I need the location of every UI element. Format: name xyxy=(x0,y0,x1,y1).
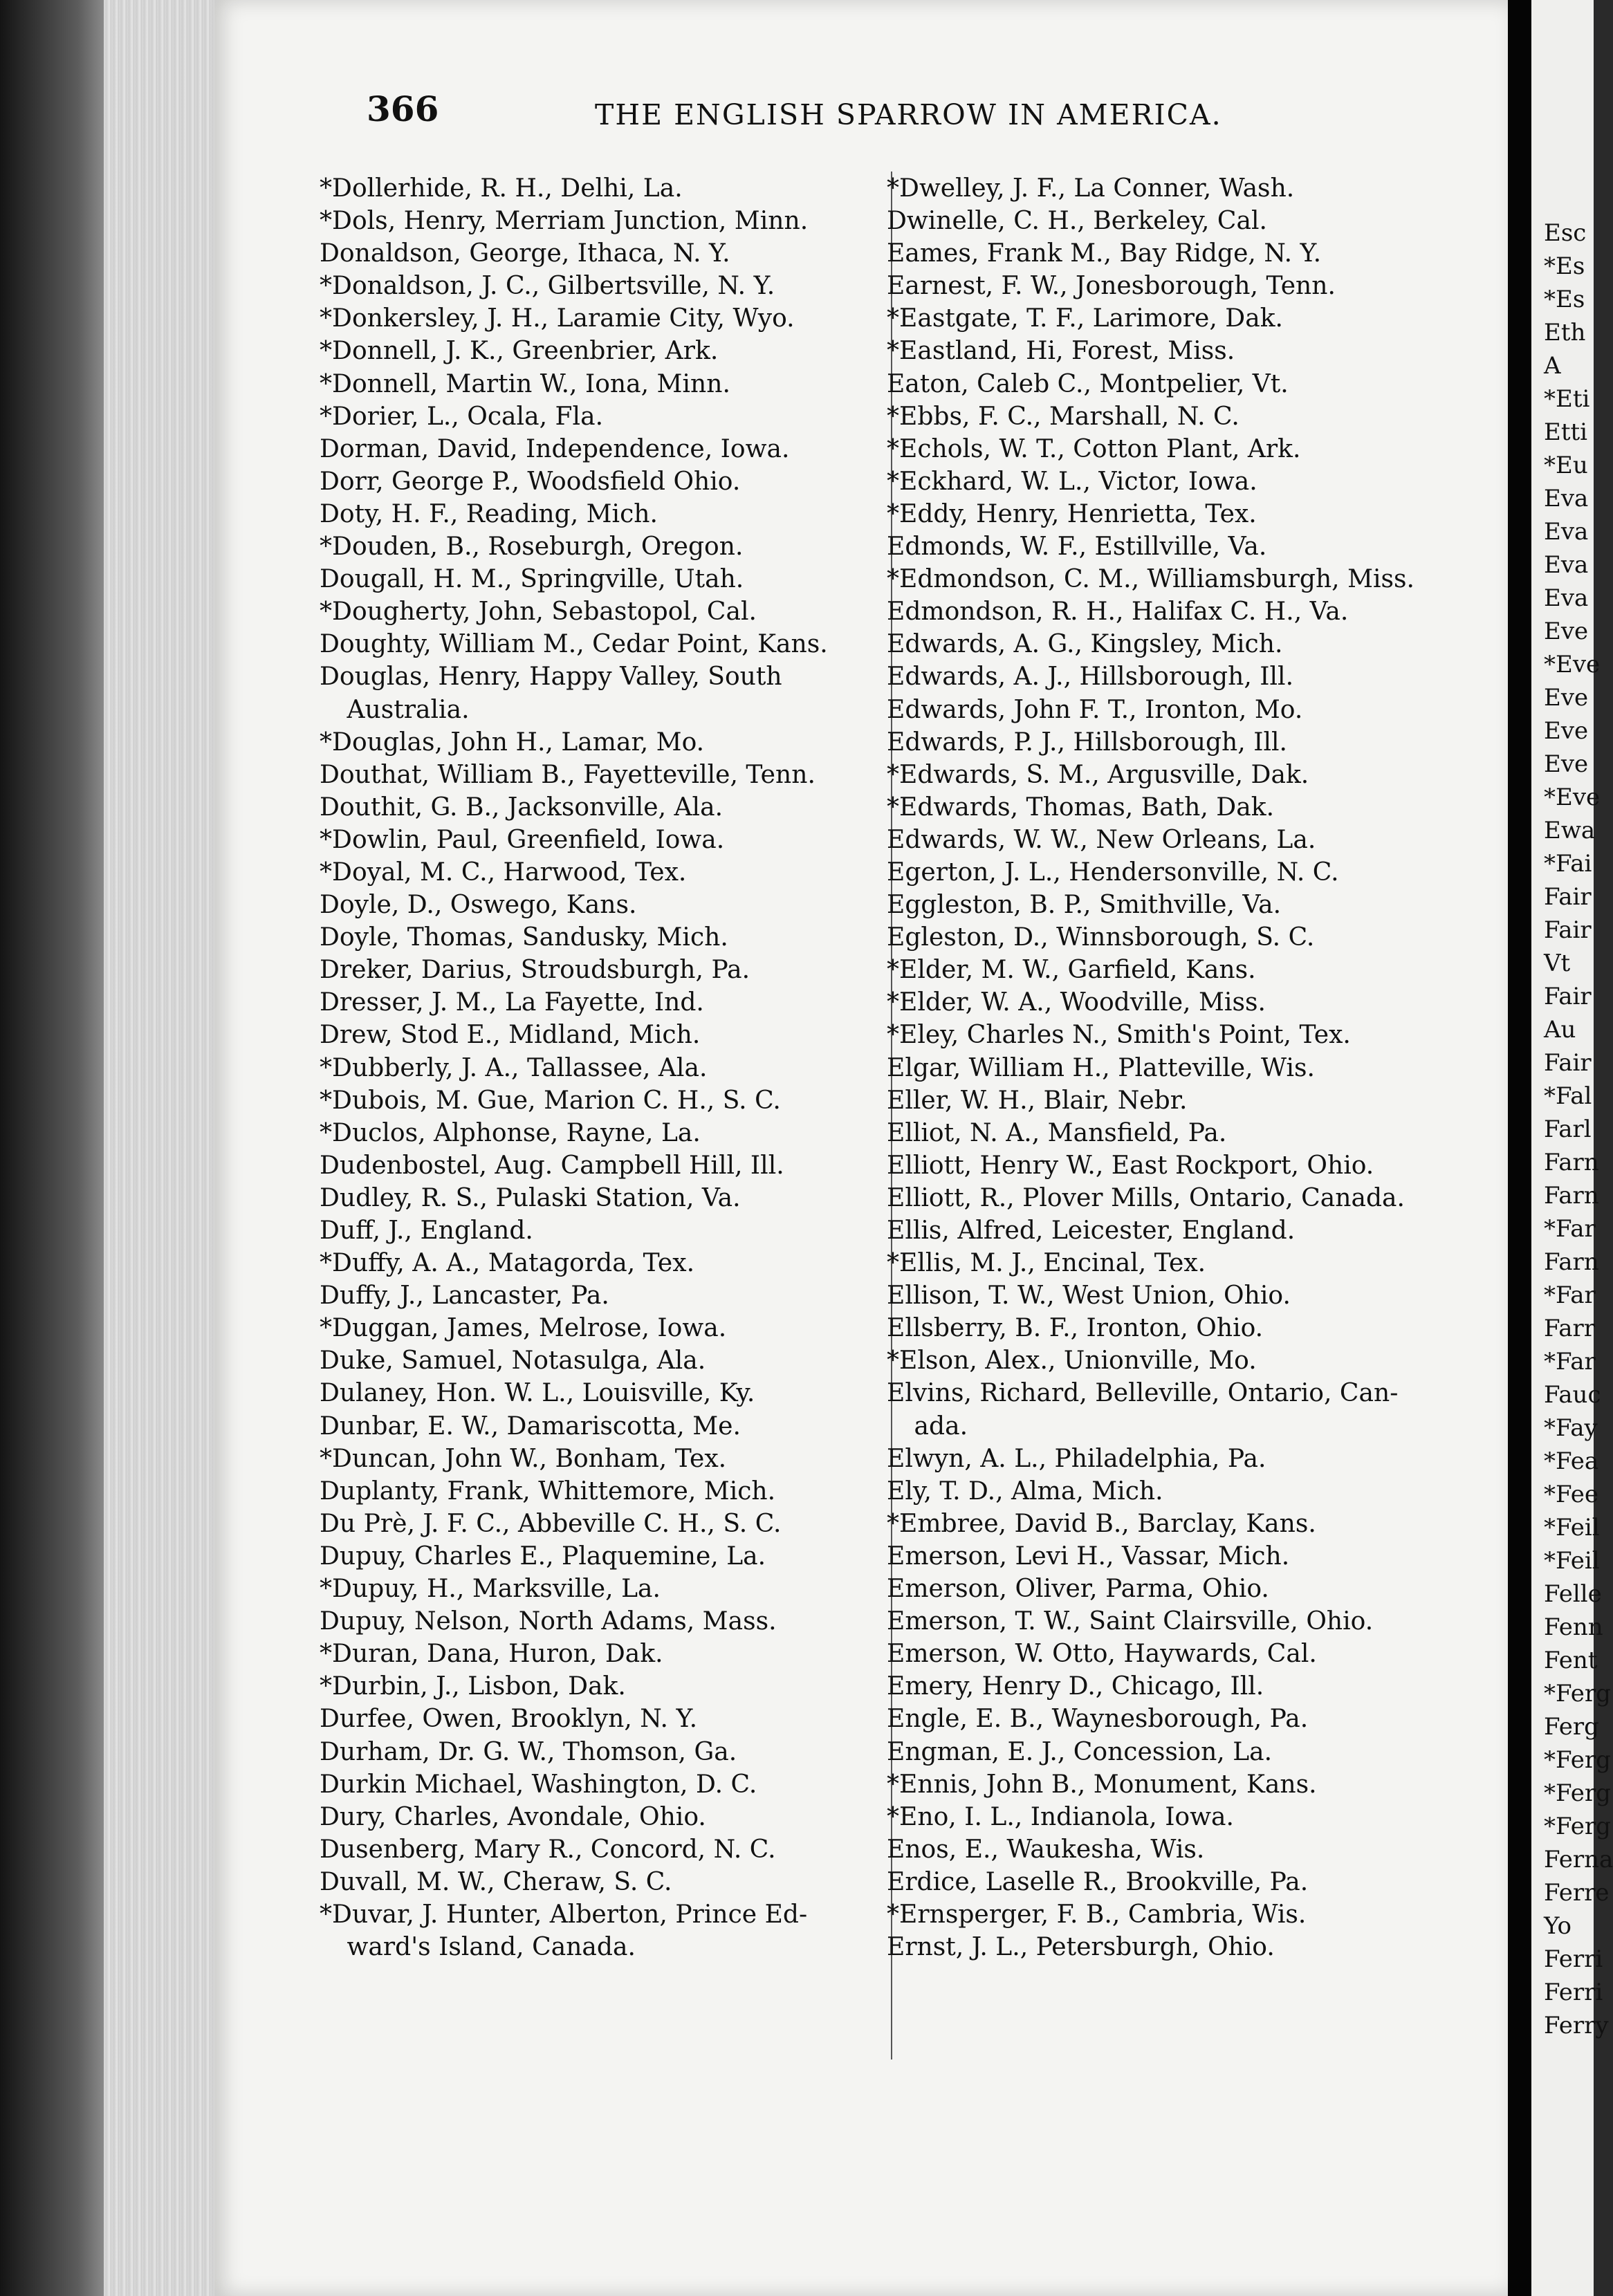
left-column xyxy=(320,172,894,1963)
directory-entry: Dury, Charles, Avondale, Ohio. xyxy=(320,1801,706,1831)
directory-entry: Dresser, J. M., La Fayette, Ind. xyxy=(320,987,704,1017)
directory-entry: *Dubberly, J. A., Tallassee, Ala. xyxy=(320,1052,708,1082)
directory-entry: Earnest, F. W., Jonesborough, Tenn. xyxy=(887,270,1336,301)
directory-entry: *Ellis, M. J., Encinal, Tex. xyxy=(887,1248,1206,1278)
directory-entry: Ely, T. D., Alma, Mich. xyxy=(887,1475,1163,1506)
next-page-fragment: *Feil xyxy=(1544,1514,1600,1542)
directory-entry: Emerson, Levi H., Vassar, Mich. xyxy=(887,1540,1290,1571)
directory-entry: *Ennis, John B., Monument, Kans. xyxy=(887,1768,1317,1799)
directory-entry: Eaton, Caleb C., Montpelier, Vt. xyxy=(887,368,1289,398)
directory-entry: Duke, Samuel, Notasulga, Ala. xyxy=(320,1345,706,1376)
directory-entry: Duffy, J., Lancaster, Pa. xyxy=(320,1280,609,1311)
directory-entry: Elgar, William H., Platteville, Wis. xyxy=(887,1052,1315,1082)
directory-entry: *Dwelley, J. F., La Conner, Wash. xyxy=(887,173,1295,203)
directory-entry: *Doyal, M. C., Harwood, Tex. xyxy=(320,856,687,887)
next-page-fragment: Farl xyxy=(1544,1115,1592,1143)
next-page-fragment: *Ferg xyxy=(1544,1746,1611,1774)
directory-entry: Erdice, Laselle R., Brookville, Pa. xyxy=(887,1866,1309,1896)
next-page-fragment: Au xyxy=(1544,1016,1576,1044)
directory-entry: Douthit, G. B., Jacksonville, Ala. xyxy=(320,791,723,822)
next-page-fragment: *Ferg xyxy=(1544,1779,1611,1807)
next-page-fragment: Fair xyxy=(1544,983,1592,1010)
directory-entry: Dunbar, E. W., Damariscotta, Me. xyxy=(320,1410,741,1441)
directory-entry: Dreker, Darius, Stroudsburgh, Pa. xyxy=(320,954,750,985)
book-binding xyxy=(0,0,104,2296)
next-page-fragment: Ferna xyxy=(1544,1846,1613,1873)
next-page-fragment: Fenn xyxy=(1544,1613,1603,1641)
directory-entry: Dupuy, Nelson, North Adams, Mass. xyxy=(320,1606,777,1636)
directory-entry: Ellison, T. W., West Union, Ohio. xyxy=(887,1280,1291,1311)
next-page-fragment: Ferri xyxy=(1544,1945,1603,1973)
next-page-fragment: *Far xyxy=(1544,1348,1596,1376)
next-page-fragment: Fair xyxy=(1544,883,1592,911)
next-page-fragment: Eth xyxy=(1544,319,1586,346)
directory-entry: Dorr, George P., Woodsfield Ohio. xyxy=(320,465,741,496)
directory-entry: Ellis, Alfred, Leicester, England. xyxy=(887,1215,1296,1245)
next-page-fragment: Eva xyxy=(1544,551,1589,579)
next-page-fragment: Farn xyxy=(1544,1248,1599,1276)
book-gutter xyxy=(1508,0,1531,2296)
directory-entry: Edmonds, W. F., Estillville, Va. xyxy=(887,531,1267,562)
directory-entry: Elliott, Henry W., East Rockport, Ohio. xyxy=(887,1149,1374,1180)
directory-entry: *Dougherty, John, Sebastopol, Cal. xyxy=(320,596,757,627)
next-page-fragment: A xyxy=(1544,352,1561,380)
directory-entry: Emery, Henry D., Chicago, Ill. xyxy=(887,1671,1264,1701)
page-number: 366 xyxy=(367,89,439,129)
directory-entry: *Douden, B., Roseburgh, Oregon. xyxy=(320,531,744,562)
directory-entry: Dusenberg, Mary R., Concord, N. C. xyxy=(320,1833,776,1864)
next-page-fragment: *Es xyxy=(1544,252,1585,280)
directory-entry: *Edmondson, C. M., Williamsburgh, Miss. xyxy=(887,564,1415,594)
directory-entry: Dupuy, Charles E., Plaquemine, La. xyxy=(320,1540,766,1571)
directory-entry: *Edwards, S. M., Argusville, Dak. xyxy=(887,759,1309,789)
next-page-fragment: Eve xyxy=(1544,684,1589,712)
directory-entry: *Dupuy, H., Marksville, La. xyxy=(320,1573,661,1604)
next-page-fragment: *Far xyxy=(1544,1281,1596,1309)
next-page-fragment: *Fay xyxy=(1544,1414,1598,1442)
next-page-fragment: *Fal xyxy=(1544,1082,1592,1110)
next-page-fragment: *Far xyxy=(1544,1215,1596,1243)
directory-entry: Dorman, David, Independence, Iowa. xyxy=(320,433,790,463)
directory-entry: Drew, Stod E., Midland, Mich. xyxy=(320,1019,701,1050)
directory-entry: Edwards, W. W., New Orleans, La. xyxy=(887,824,1316,854)
directory-entry: *Dubois, M. Gue, Marion C. H., S. C. xyxy=(320,1084,781,1115)
directory-entry: Douglas, Henry, Happy Valley, South xyxy=(320,661,782,692)
directory-entry: *Elder, M. W., Garfield, Kans. xyxy=(887,954,1256,985)
next-page-fragment: Ferre xyxy=(1544,1879,1610,1907)
directory-entry: Eggleston, B. P., Smithville, Va. xyxy=(887,889,1282,920)
next-page-fragment: Etti xyxy=(1544,418,1588,446)
right-column xyxy=(887,172,1461,1963)
entry-continuation: ada. xyxy=(914,1410,968,1441)
directory-entry: *Eckhard, W. L., Victor, Iowa. xyxy=(887,465,1257,496)
directory-entry: Eames, Frank M., Bay Ridge, N. Y. xyxy=(887,238,1322,268)
next-page-fragment: *Eti xyxy=(1544,385,1590,413)
directory-entry: Doty, H. F., Reading, Mich. xyxy=(320,498,658,528)
directory-entry: Dudley, R. S., Pulaski Station, Va. xyxy=(320,1182,741,1212)
directory-entry: *Duran, Dana, Huron, Dak. xyxy=(320,1638,663,1669)
next-page-fragment: Ferry xyxy=(1544,2012,1609,2039)
directory-entry: Engman, E. J., Concession, La. xyxy=(887,1736,1273,1766)
directory-entry: Elwyn, A. L., Philadelphia, Pa. xyxy=(887,1443,1266,1473)
directory-entry: Doyle, Thomas, Sandusky, Mich. xyxy=(320,922,728,952)
directory-entry: *Elder, W. A., Woodville, Miss. xyxy=(887,987,1266,1017)
directory-entry: *Dollerhide, R. H., Delhi, La. xyxy=(320,173,683,203)
directory-entry: *Durbin, J., Lisbon, Dak. xyxy=(320,1671,626,1701)
next-page-fragment: *Eu xyxy=(1544,452,1588,479)
directory-entry: Elliot, N. A., Mansfield, Pa. xyxy=(887,1117,1227,1147)
directory-entry: Edwards, John F. T., Ironton, Mo. xyxy=(887,694,1303,724)
directory-entry: *Donkersley, J. H., Laramie City, Wyo. xyxy=(320,303,795,333)
directory-entry: Edmondson, R. H., Halifax C. H., Va. xyxy=(887,596,1349,627)
next-page-fragment: *Feil xyxy=(1544,1547,1600,1575)
directory-entry: *Dowlin, Paul, Greenfield, Iowa. xyxy=(320,824,725,854)
next-page-fragment: Eve xyxy=(1544,750,1589,778)
directory-entry: Elvins, Richard, Belleville, Ontario, Can- xyxy=(887,1378,1399,1408)
directory-entry: *Duggan, James, Melrose, Iowa. xyxy=(320,1313,727,1343)
page-edges xyxy=(104,0,214,2296)
directory-entry: Ernst, J. L., Petersburgh, Ohio. xyxy=(887,1932,1275,1962)
next-page-fragment: Eva xyxy=(1544,518,1589,546)
directory-entry: Dougall, H. M., Springville, Utah. xyxy=(320,564,744,594)
directory-entry: Donaldson, George, Ithaca, N. Y. xyxy=(320,238,730,268)
directory-entry: *Duvar, J. Hunter, Alberton, Prince Ed- xyxy=(320,1898,808,1929)
next-page-fragment: Esc xyxy=(1544,219,1587,247)
next-page-fragment: Ewa xyxy=(1544,817,1596,844)
directory-entry: Duvall, M. W., Cheraw, S. C. xyxy=(320,1866,672,1896)
directory-entry: Doyle, D., Oswego, Kans. xyxy=(320,889,637,920)
directory-entry: *Donaldson, J. C., Gilbertsville, N. Y. xyxy=(320,270,775,301)
directory-entry: *Donnell, J. K., Greenbrier, Ark. xyxy=(320,335,719,366)
next-page-fragment: Ferg xyxy=(1544,1713,1599,1741)
directory-entry: Edwards, A. G., Kingsley, Mich. xyxy=(887,629,1283,659)
directory-entry: Emerson, Oliver, Parma, Ohio. xyxy=(887,1573,1269,1604)
directory-entry: Enos, E., Waukesha, Wis. xyxy=(887,1833,1205,1864)
directory-entry: Du Prè, J. F. C., Abbeville C. H., S. C. xyxy=(320,1508,782,1538)
directory-entry: Emerson, W. Otto, Haywards, Cal. xyxy=(887,1638,1317,1669)
directory-entry: *Eastgate, T. F., Larimore, Dak. xyxy=(887,303,1284,333)
directory-entry: *Duclos, Alphonse, Rayne, La. xyxy=(320,1117,701,1147)
directory-entry: *Dols, Henry, Merriam Junction, Minn. xyxy=(320,205,809,236)
next-page-fragment: Farn xyxy=(1544,1149,1599,1176)
next-page-fragment: Eva xyxy=(1544,485,1589,512)
directory-entry: Dudenbostel, Aug. Campbell Hill, Ill. xyxy=(320,1149,784,1180)
next-page-fragment: Fair xyxy=(1544,1049,1592,1077)
next-page-fragment: Ferri xyxy=(1544,1979,1603,2006)
next-page-fragment: Fair xyxy=(1544,916,1592,944)
directory-entry: *Donnell, Martin W., Iona, Minn. xyxy=(320,368,730,398)
directory-entry: *Eddy, Henry, Henrietta, Tex. xyxy=(887,498,1257,528)
directory-entry: Douthat, William B., Fayetteville, Tenn. xyxy=(320,759,815,789)
directory-entry: Eller, W. H., Blair, Nebr. xyxy=(887,1084,1188,1115)
next-page-fragment: Eve xyxy=(1544,618,1589,645)
directory-entry: *Elson, Alex., Unionville, Mo. xyxy=(887,1345,1257,1376)
next-page-fragment: Fent xyxy=(1544,1647,1598,1674)
next-page-fragment: Eve xyxy=(1544,717,1589,745)
next-page-fragment: *Eve xyxy=(1544,651,1601,678)
next-page-fragment: Eva xyxy=(1544,584,1589,612)
directory-entry: *Douglas, John H., Lamar, Mo. xyxy=(320,726,705,757)
next-page-fragment: *Ferg xyxy=(1544,1813,1611,1840)
next-page-fragment: Fauc xyxy=(1544,1381,1601,1409)
directory-entry: Durfee, Owen, Brooklyn, N. Y. xyxy=(320,1703,698,1734)
next-page-edge xyxy=(1531,0,1613,2296)
directory-entry: *Duncan, John W., Bonham, Tex. xyxy=(320,1443,727,1473)
directory-entry: Engle, E. B., Waynesborough, Pa. xyxy=(887,1703,1309,1734)
directory-entry: Dulaney, Hon. W. L., Louisville, Ky. xyxy=(320,1378,755,1408)
directory-entry: *Dorier, L., Ocala, Fla. xyxy=(320,400,604,431)
next-page-fragment: Felle xyxy=(1544,1580,1602,1608)
directory-entry: Durham, Dr. G. W., Thomson, Ga. xyxy=(320,1736,737,1766)
directory-entry: Egerton, J. L., Hendersonville, N. C. xyxy=(887,856,1339,887)
next-page-fragment: Farn xyxy=(1544,1182,1599,1210)
entry-continuation: Australia. xyxy=(347,694,470,724)
next-page-fragment: Yo xyxy=(1544,1912,1571,1940)
running-title: THE ENGLISH SPARROW IN AMERICA. xyxy=(595,98,1222,131)
directory-entry: *Duffy, A. A., Matagorda, Tex. xyxy=(320,1248,695,1278)
directory-entry: Dwinelle, C. H., Berkeley, Cal. xyxy=(887,205,1268,236)
directory-entry: Edwards, A. J., Hillsborough, Ill. xyxy=(887,661,1294,692)
next-page-fragment: *Fee xyxy=(1544,1481,1598,1508)
directory-entry: *Eno, I. L., Indianola, Iowa. xyxy=(887,1801,1234,1831)
directory-entry: *Ernsperger, F. B., Cambria, Wis. xyxy=(887,1898,1307,1929)
directory-entry: Duff, J., England. xyxy=(320,1215,533,1245)
directory-entry: *Ebbs, F. C., Marshall, N. C. xyxy=(887,400,1239,431)
directory-entry: Duplanty, Frank, Whittemore, Mich. xyxy=(320,1475,776,1506)
next-page-fragment: *Es xyxy=(1544,286,1585,313)
next-page-fragment: *Eve xyxy=(1544,784,1601,811)
next-page-fragment: *Fea xyxy=(1544,1447,1599,1475)
directory-entry: Ellsberry, B. F., Ironton, Ohio. xyxy=(887,1313,1264,1343)
directory-entry: *Eastland, Hi, Forest, Miss. xyxy=(887,335,1235,366)
directory-entry: *Embree, David B., Barclay, Kans. xyxy=(887,1508,1316,1538)
directory-entry: *Echols, W. T., Cotton Plant, Ark. xyxy=(887,433,1301,463)
directory-entry: Edwards, P. J., Hillsborough, Ill. xyxy=(887,726,1287,757)
next-page-fragment: Vt xyxy=(1544,950,1571,977)
directory-entry: Emerson, T. W., Saint Clairsville, Ohio. xyxy=(887,1606,1374,1636)
directory-entry: Doughty, William M., Cedar Point, Kans. xyxy=(320,629,828,659)
page-header xyxy=(367,89,1487,137)
next-page-fragment: *Ferg xyxy=(1544,1680,1611,1707)
directory-entry: Egleston, D., Winnsborough, S. C. xyxy=(887,922,1315,952)
next-page-fragment: *Fai xyxy=(1544,850,1592,878)
directory-entry: *Eley, Charles N., Smith's Point, Tex. xyxy=(887,1019,1351,1050)
entry-continuation: ward's Island, Canada. xyxy=(347,1932,636,1962)
directory-entry: Durkin Michael, Washington, D. C. xyxy=(320,1768,757,1799)
next-page-fragment: Farr xyxy=(1544,1315,1596,1342)
directory-entry: *Edwards, Thomas, Bath, Dak. xyxy=(887,791,1275,822)
directory-entry: Elliott, R., Plover Mills, Ontario, Canada. xyxy=(887,1182,1405,1212)
